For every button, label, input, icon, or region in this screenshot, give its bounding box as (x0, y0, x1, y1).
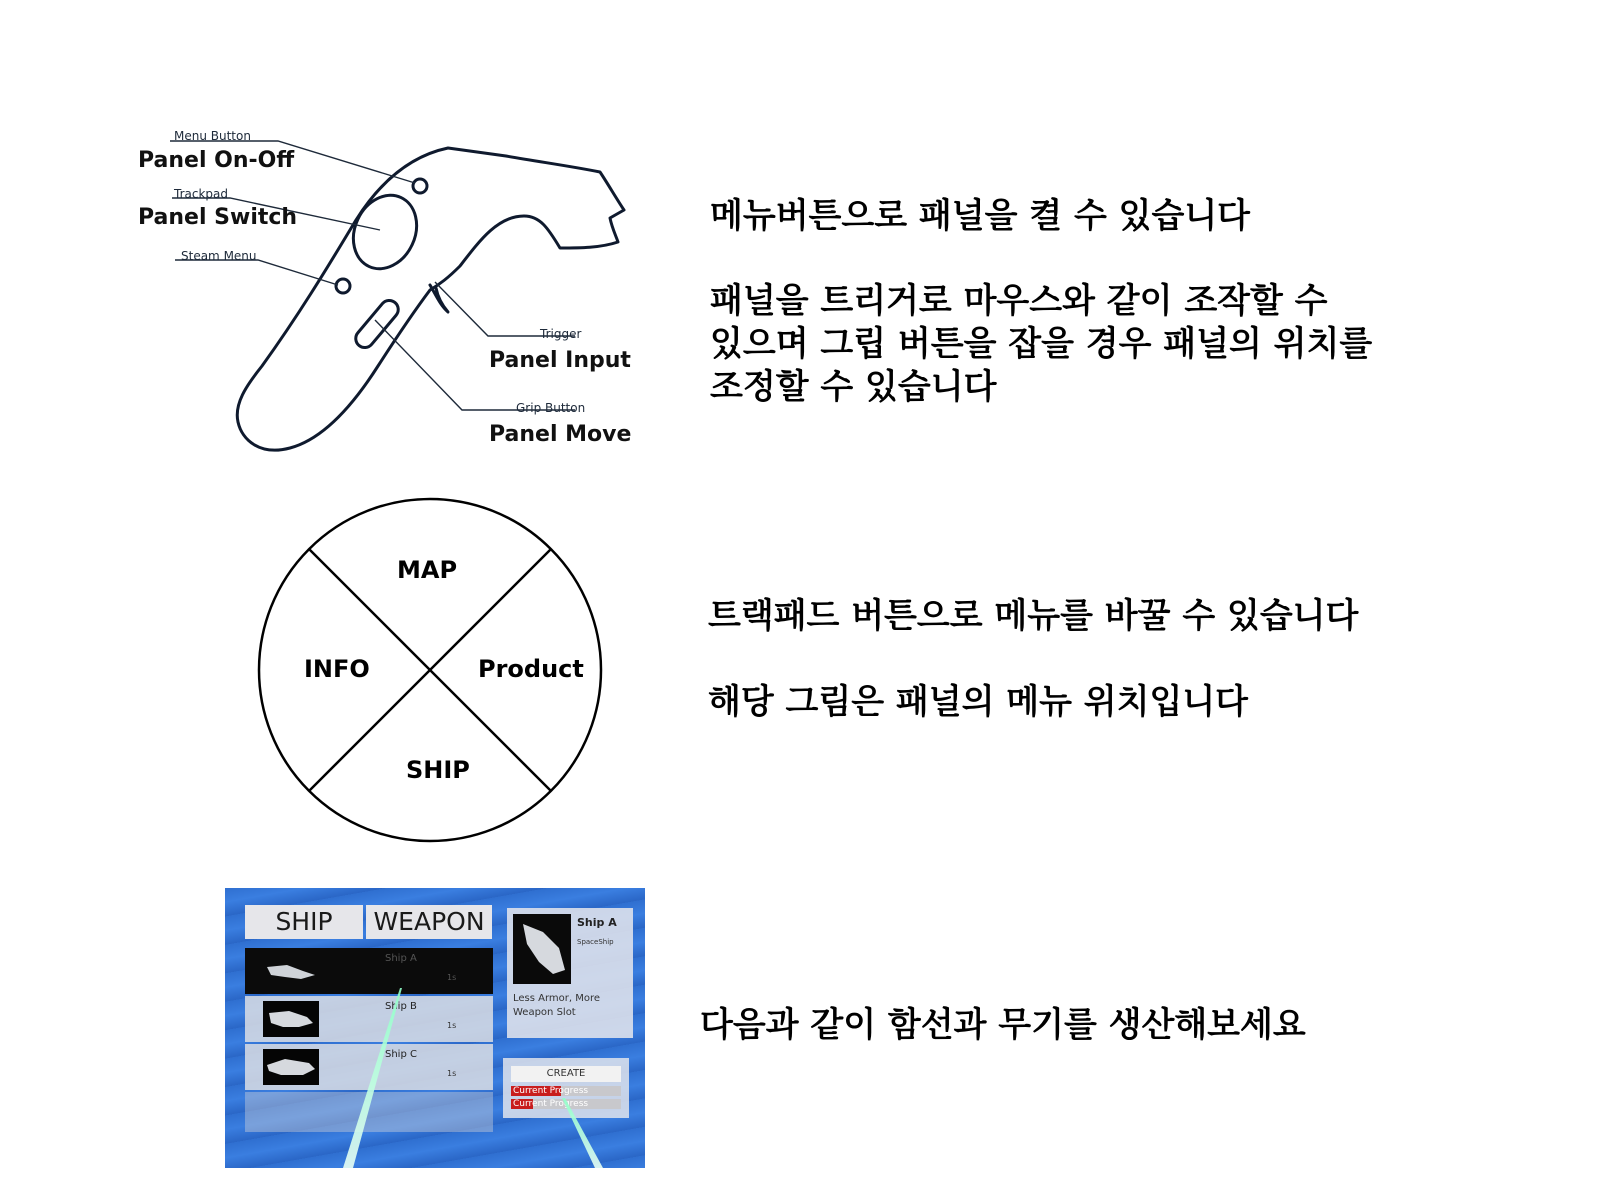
menu-button-small-label: Menu Button (174, 129, 251, 143)
tab-ship[interactable]: SHIP (245, 905, 363, 939)
trackpad-shape (342, 185, 428, 279)
trigger-shape (430, 285, 448, 312)
menu-button-shape (413, 179, 427, 193)
trigger-action-label: Panel Input (489, 348, 631, 373)
production-panel-screenshot (225, 888, 645, 1168)
laser-beam-right (562, 1098, 603, 1168)
menu-button-action-label: Panel On-Off (138, 148, 295, 173)
detail-ship-description: Less Armor, More Weapon Slot (513, 993, 601, 1018)
grip-small-label: Grip Button (516, 401, 586, 415)
ship-row-name: Ship C (385, 1049, 417, 1060)
detail-ship-name: Ship A (577, 916, 617, 929)
ship-row-name: Ship B (385, 1001, 417, 1012)
trigger-small-label: Trigger (540, 327, 582, 341)
section1-line3: 있으며 그립 버튼을 잡을 경우 패널의 위치를 (710, 324, 1373, 364)
ship-row-time: 1s (447, 1069, 457, 1078)
wheel-ship-label: SHIP (406, 756, 470, 784)
section1-line1: 메뉴버튼으로 패널을 켤 수 있습니다 (710, 196, 1251, 236)
progress-bar-2-label: Current Progress (513, 1099, 589, 1109)
wheel-info-label: INFO (304, 655, 370, 683)
section1-line4: 조정할 수 있습니다 (710, 367, 997, 407)
grip-action-label: Panel Move (489, 422, 632, 447)
wheel-product-label: Product (478, 655, 584, 683)
tab-weapon[interactable]: WEAPON (366, 905, 492, 939)
laser-beam-left (343, 988, 402, 1168)
section2-line2: 해당 그림은 패널의 메뉴 위치입니다 (708, 682, 1249, 722)
section2-line1: 트랙패드 버튼으로 메뉴를 바꿀 수 있습니다 (708, 596, 1359, 636)
trackpad-small-label: Trackpad (174, 187, 228, 201)
detail-ship-type: SpaceShip (577, 938, 614, 946)
wheel-map-label: MAP (397, 556, 458, 584)
ship-row-time: 1s (447, 1021, 457, 1030)
trackpad-action-label: Panel Switch (138, 205, 298, 230)
section1-line2: 패널을 트리거로 마우스와 같이 조작할 수 (710, 281, 1328, 321)
create-button[interactable]: CREATE (511, 1066, 621, 1082)
laser-beams (225, 888, 645, 1168)
ship-row-time: 1s (447, 973, 457, 982)
ship-row-name: Ship A (385, 953, 417, 964)
section3-line1: 다음과 같이 함선과 무기를 생산해보세요 (700, 1005, 1306, 1045)
steam-menu-small-label: Steam Menu (181, 249, 257, 263)
progress-bar-1-label: Current Progress (513, 1086, 589, 1096)
steam-menu-button-shape (336, 279, 350, 293)
